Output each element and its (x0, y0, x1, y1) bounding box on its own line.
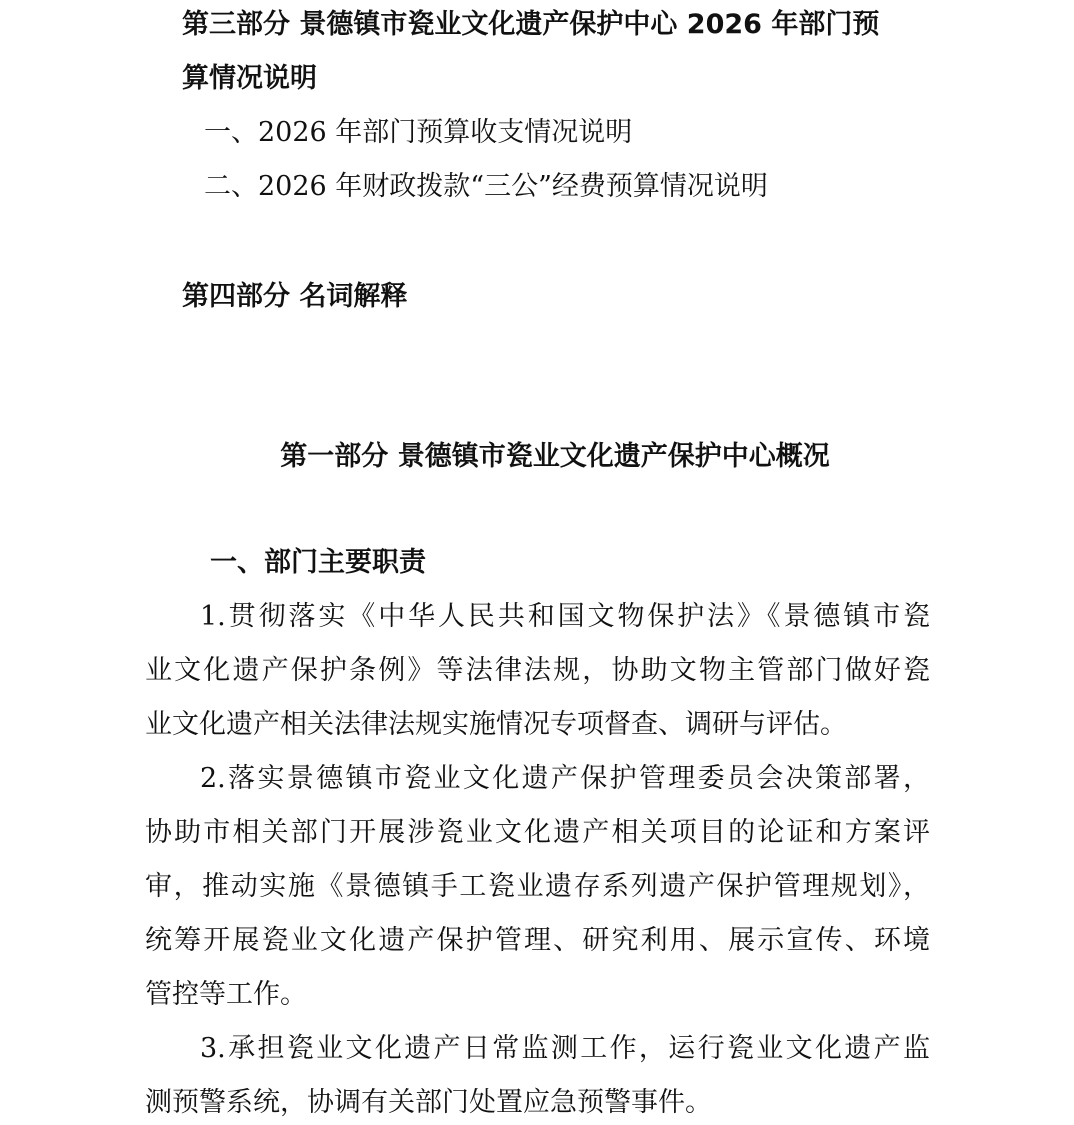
toc-part3-item-2: 二、2026 年财政拨款“三公”经费预算情况说明 (204, 171, 768, 202)
toc-part3-title-cont: 算情况说明 (182, 63, 317, 94)
toc-part3-title: 第三部分 景德镇市瓷业文化遗产保护中心 2026 年部门预 (182, 9, 880, 40)
toc-part3-item-1: 一、2026 年部门预算收支情况说明 (204, 117, 633, 148)
section-subtitle: 一、部门主要职责 (210, 547, 426, 578)
paragraph-line: 3.承担瓷业文化遗产日常监测工作，运行瓷业文化遗产监 (200, 1033, 930, 1064)
paragraph-line: 业文化遗产相关法律法规实施情况专项督查、调研与评估。 (145, 709, 847, 740)
paragraph-line: 管控等工作。 (145, 979, 307, 1010)
paragraph-line: 测预警系统，协调有关部门处置应急预警事件。 (145, 1087, 712, 1118)
paragraph-line: 1.贯彻落实《中华人民共和国文物保护法》《景德镇市瓷 (200, 601, 930, 632)
toc-part4-title: 第四部分 名词解释 (182, 281, 408, 312)
paragraph-line: 协助市相关部门开展涉瓷业文化遗产相关项目的论证和方案评 (145, 817, 930, 848)
paragraph-line: 统筹开展瓷业文化遗产保护管理、研究利用、展示宣传、环境 (145, 925, 930, 956)
section-title: 第一部分 景德镇市瓷业文化遗产保护中心概况 (280, 441, 830, 472)
paragraph-line: 审，推动实施《景德镇手工瓷业遗存系列遗产保护管理规划》， (145, 871, 930, 902)
paragraph-line: 2.落实景德镇市瓷业文化遗产保护管理委员会决策部署， (200, 763, 930, 794)
paragraph-line: 业文化遗产保护条例》等法律法规，协助文物主管部门做好瓷 (145, 655, 930, 686)
